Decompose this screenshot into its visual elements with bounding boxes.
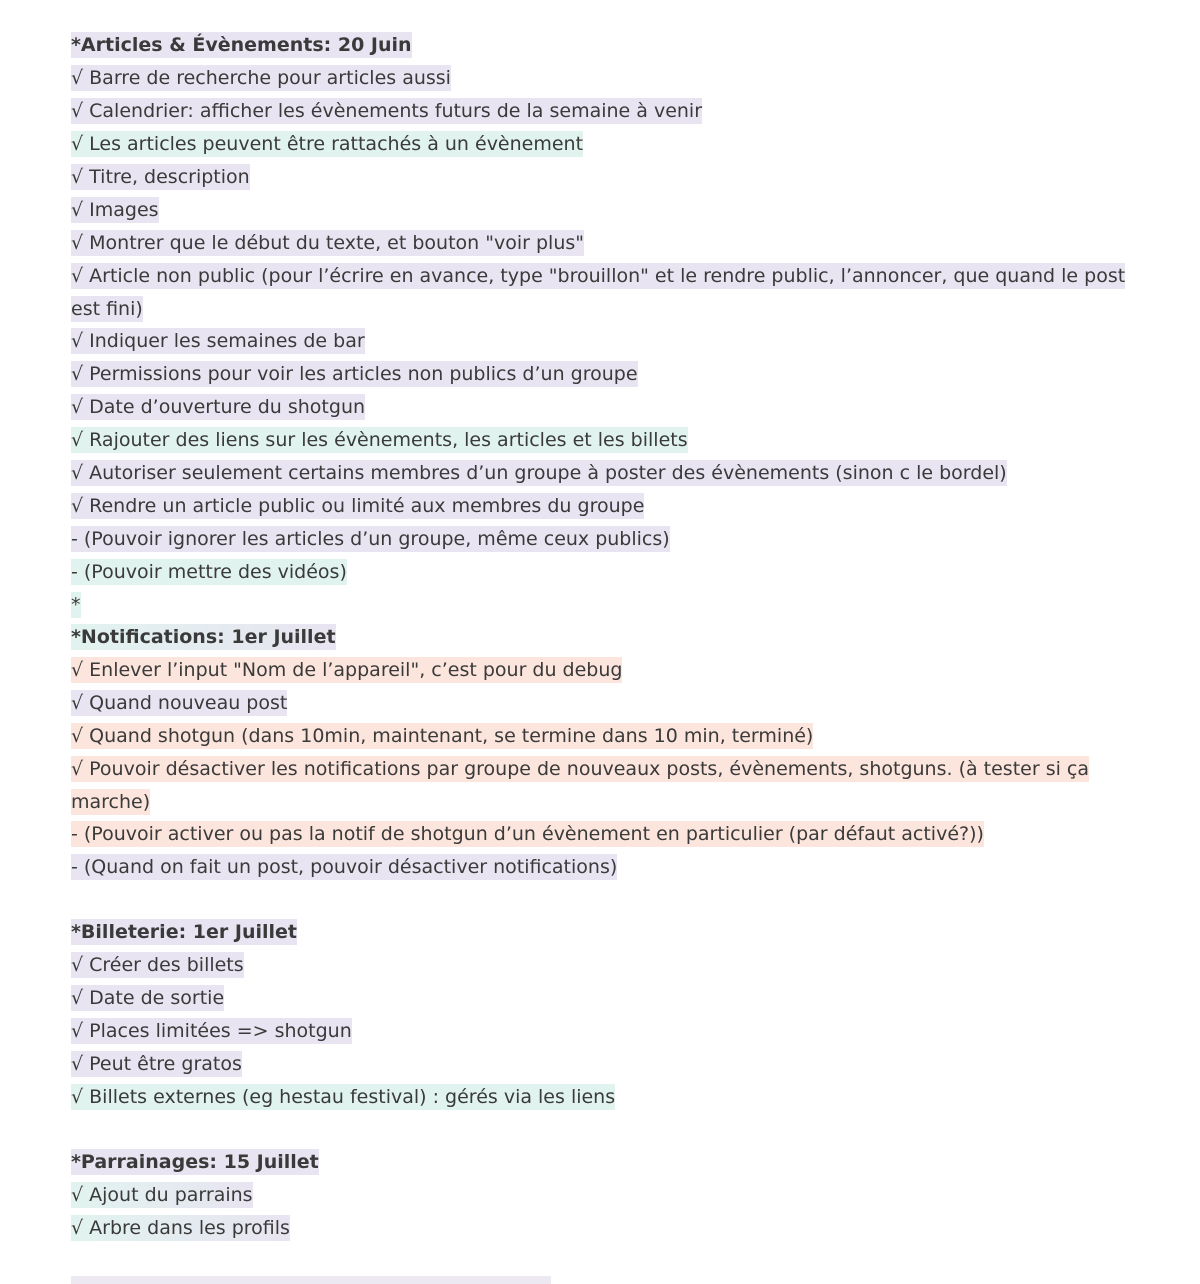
list-item: √ Enlever l’input "Nom de l’appareil", c’est pour du debug	[71, 659, 623, 681]
list-item: √ Autoriser seulement certains membres d’un groupe à poster des évènements (sinon c le bordel)	[71, 462, 1007, 484]
list-item: √ Pouvoir désactiver les notifications par groupe de nouveaux posts, évènements, shotguns. (à tester si ça marche)	[71, 758, 1090, 813]
list-item: √ Peut être gratos	[71, 1053, 242, 1075]
section-title-billeterie: *Billeterie: 1er Juillet	[71, 921, 297, 943]
list-item: - (Pouvoir activer ou pas la notif de shotgun d’un évènement en particulier (par défaut activé?))	[71, 823, 984, 845]
list-item: √ Quand nouveau post	[71, 692, 288, 714]
list-item: √ Indiquer les semaines de bar	[71, 330, 365, 352]
list-item: √ Arbre dans les profils	[71, 1217, 290, 1239]
list-item: - (Pouvoir mettre des vidéos)	[71, 561, 347, 583]
list-item: √ Calendrier: afficher les évènements futurs de la semaine à venir	[71, 100, 703, 122]
section-title-notifications: *Notifications: 1er Juillet	[71, 626, 336, 648]
list-item: √ Quand shotgun (dans 10min, maintenant, se termine dans 10 min, terminé)	[71, 725, 814, 747]
list-item: √ Rajouter des liens sur les évènements, les articles et les billets	[71, 429, 688, 451]
list-item: √ Les articles peuvent être rattachés à un évènement	[71, 133, 584, 155]
list-item: - (Pouvoir ignorer les articles d’un groupe, même ceux publics)	[71, 528, 670, 550]
list-item: √ Permissions pour voir les articles non publics d’un groupe	[71, 363, 638, 385]
list-item: - (Quand on fait un post, pouvoir désactiver notifications)	[71, 856, 618, 878]
list-item: √ Date de sortie	[71, 987, 225, 1009]
list-item: √ Créer des billets	[71, 954, 244, 976]
list-item: √ Places limitées => shotgun	[71, 1020, 352, 1042]
list-item: √ Montrer que le début du texte, et bouton "voir plus"	[71, 232, 584, 254]
list-item: √ Ajout du parrains	[71, 1184, 253, 1206]
section-title-parrainages: *Parrainages: 15 Juillet	[71, 1151, 319, 1173]
list-item: √ Titre, description	[71, 166, 250, 188]
list-item: √ Barre de recherche pour articles aussi	[71, 67, 451, 89]
section-title-articles: *Articles & Évènements: 20 Juin	[71, 34, 412, 56]
list-item: √ Article non public (pour l’écrire en avance, type "brouillon" et le rendre public, l’annoncer, que quand le post est fini)	[71, 265, 1126, 320]
list-item: √ Date d’ouverture du shotgun	[71, 396, 366, 418]
list-item: √ Rendre un article public ou limité aux membres du groupe	[71, 495, 645, 517]
list-item: √ Billets externes (eg hestau festival) : gérés via les liens	[71, 1086, 616, 1108]
next-section-highlight	[71, 1276, 551, 1284]
trailing-mark: *	[71, 594, 81, 616]
list-item: √ Images	[71, 199, 159, 221]
